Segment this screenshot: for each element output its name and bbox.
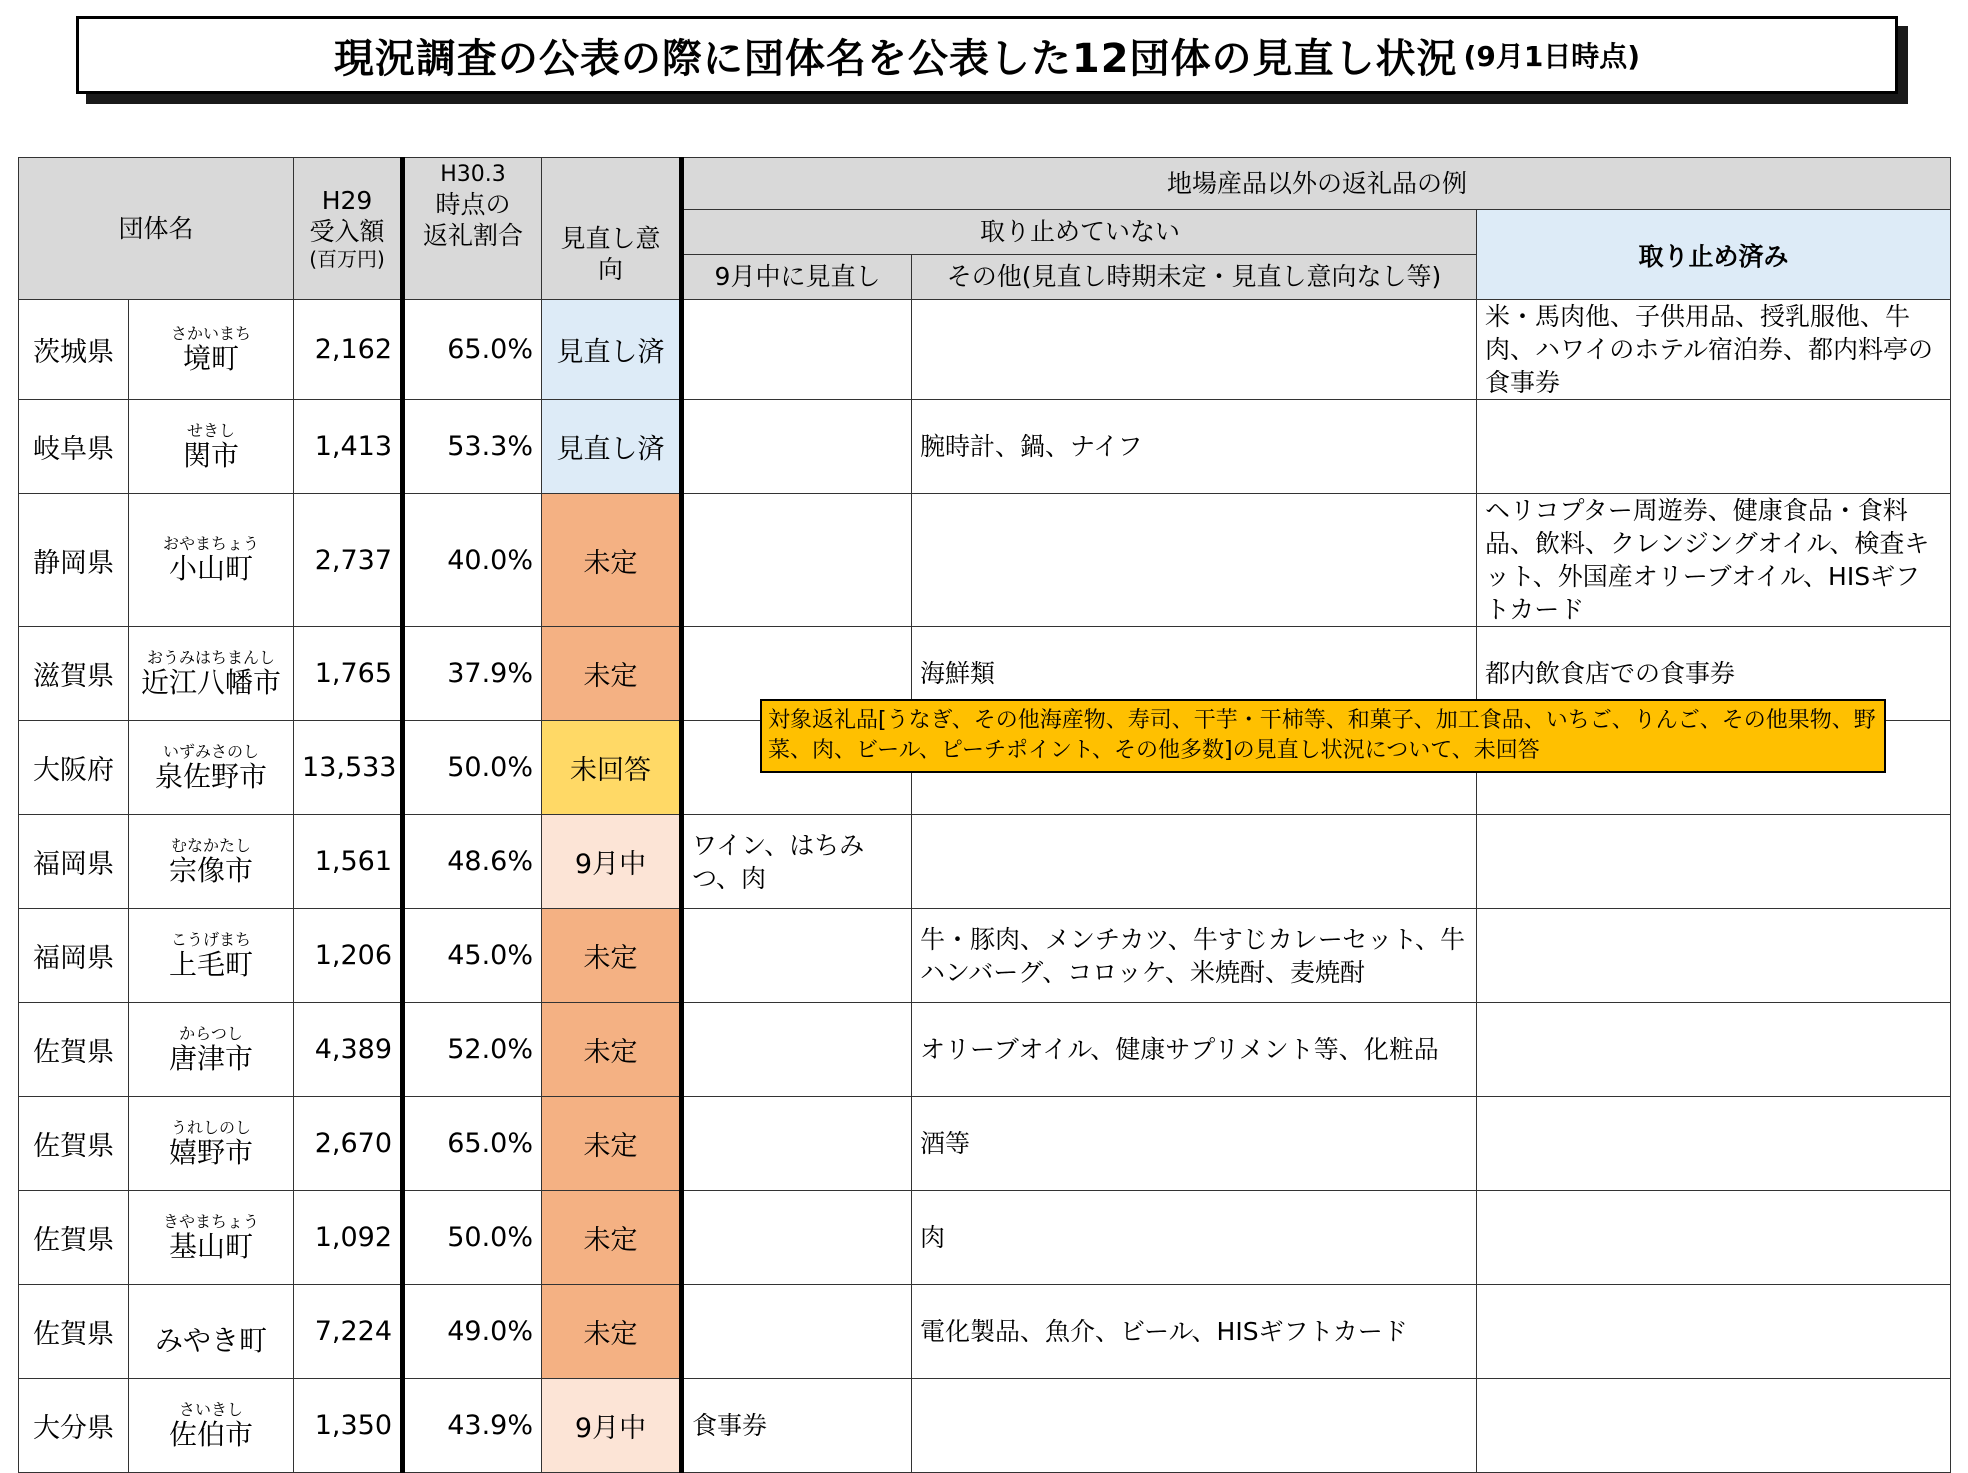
amount-cell: 2,162 — [294, 300, 403, 400]
table-body — [19, 300, 1951, 1473]
prefecture-cell: 茨城県 — [19, 300, 129, 400]
furigana: いずみさのし — [163, 741, 260, 761]
prefecture-cell: 静岡県 — [19, 494, 129, 627]
prefecture-cell: 岐阜県 — [19, 400, 129, 494]
municipality-cell — [129, 721, 294, 815]
municipality-name: 基山町 — [169, 1229, 254, 1263]
table-row — [19, 1379, 1951, 1473]
amount-cell: 2,670 — [294, 1097, 403, 1191]
sept-review-cell — [682, 1003, 912, 1097]
page-title: 現況調査の公表の際に団体名を公表した12団体の見直し状況 — [333, 35, 1458, 82]
prefecture-cell: 佐賀県 — [19, 1003, 129, 1097]
stopped-cell: ヘリコプター周遊券、健康食品・食料品、飲料、クレンジングオイル、検査キット、外国産オリーブオイル、HISギフトカード — [1477, 494, 1951, 627]
ratio-cell: 49.0% — [403, 1285, 542, 1379]
stopped-cell: 米・馬肉他、子供用品、授乳服他、牛肉、ハワイのホテル宿泊券、都内料亭の食事券 — [1477, 300, 1951, 400]
municipality-name: 小山町 — [169, 552, 254, 585]
other-cell: 海鮮類 — [912, 627, 1477, 721]
municipality-name: みやき町 — [155, 1323, 268, 1357]
municipality-name: 佐伯市 — [169, 1417, 254, 1451]
ratio-cell: 53.3% — [403, 400, 542, 494]
stopped-cell — [1477, 1003, 1951, 1097]
municipality-name: 上毛町 — [169, 947, 254, 981]
header-h30-line1: H30.3 — [440, 162, 506, 188]
table-row — [19, 1003, 1951, 1097]
stopped-cell — [1477, 400, 1951, 494]
sept-review-cell — [682, 300, 912, 400]
municipality-name: 唐津市 — [169, 1041, 254, 1075]
prefecture-cell: 滋賀県 — [19, 627, 129, 721]
status-cell: 未定 — [542, 627, 682, 721]
prefecture-cell: 佐賀県 — [19, 1285, 129, 1379]
furigana: むなかたし — [171, 835, 252, 855]
stopped-cell — [1477, 815, 1951, 909]
table-row — [19, 1191, 1951, 1285]
amount-cell: 1,413 — [294, 400, 403, 494]
osaka-note: 対象返礼品[うなぎ、その他海産物、寿司、干芋・干柿等、和菓子、加工食品、いちご、りんご、その他果物、野菜、肉、ビール、ピーチポイント、その他多数]の見直し状況について、未回答 — [760, 699, 1886, 773]
table-row — [19, 1285, 1951, 1379]
other-cell: 腕時計、鍋、ナイフ — [912, 400, 1477, 494]
prefecture-cell: 佐賀県 — [19, 1191, 129, 1285]
prefecture-cell: 福岡県 — [19, 815, 129, 909]
furigana: おうみはちまんし — [147, 647, 276, 667]
other-cell: 牛・豚肉、メンチカツ、牛すじカレーセット、牛ハンバーグ、コロッケ、米焼酎、麦焼酎 — [912, 909, 1477, 1003]
status-cell: 未定 — [542, 1003, 682, 1097]
municipality-cell — [129, 1379, 294, 1473]
table-row — [19, 1097, 1951, 1191]
amount-cell: 2,737 — [294, 494, 403, 627]
amount-cell: 4,389 — [294, 1003, 403, 1097]
header-other: その他(見直し時期未定・見直し意向なし等) — [912, 255, 1477, 300]
header-sept: 9月中に見直し — [682, 255, 912, 300]
header-examples: 地場産品以外の返礼品の例 — [682, 158, 1951, 210]
municipality-cell — [129, 1191, 294, 1285]
stopped-cell — [1477, 1379, 1951, 1473]
other-cell — [912, 494, 1477, 627]
municipality-cell — [129, 815, 294, 909]
sept-review-cell — [682, 494, 912, 627]
header-stopped: 取り止め済み — [1477, 210, 1951, 300]
status-cell: 未定 — [542, 494, 682, 627]
page-subtitle: (9月1日時点) — [1463, 40, 1641, 73]
stopped-cell — [1477, 1285, 1951, 1379]
status-cell: 未定 — [542, 1191, 682, 1285]
furigana: きやまちょう — [163, 1211, 260, 1231]
other-cell: 電化製品、魚介、ビール、HISギフトカード — [912, 1285, 1477, 1379]
amount-cell: 1,206 — [294, 909, 403, 1003]
ratio-cell: 45.0% — [403, 909, 542, 1003]
status-cell: 未回答 — [542, 721, 682, 815]
ratio-cell: 48.6% — [403, 815, 542, 909]
sept-review-cell — [682, 1097, 912, 1191]
review-status-table — [18, 157, 1951, 1473]
ratio-cell: 37.9% — [403, 627, 542, 721]
ratio-cell: 65.0% — [403, 1097, 542, 1191]
status-cell: 未定 — [542, 1285, 682, 1379]
municipality-cell — [129, 909, 294, 1003]
header-org: 団体名 — [19, 158, 294, 300]
municipality-name: 近江八幡市 — [141, 665, 282, 699]
other-cell: オリーブオイル、健康サプリメント等、化粧品 — [912, 1003, 1477, 1097]
header-h30-bottom — [403, 255, 542, 300]
other-cell — [912, 815, 1477, 909]
amount-cell: 1,350 — [294, 1379, 403, 1473]
municipality-name: 関市 — [183, 438, 240, 472]
ratio-cell: 40.0% — [403, 494, 542, 627]
furigana: さいきし — [179, 1399, 244, 1419]
sept-review-cell: ワイン、はちみつ、肉 — [682, 815, 912, 909]
table-row — [19, 300, 1951, 400]
header-h29 — [294, 158, 403, 300]
municipality-name: 宗像市 — [169, 853, 254, 887]
sept-review-cell — [682, 909, 912, 1003]
prefecture-cell: 佐賀県 — [19, 1097, 129, 1191]
header-h30-line2: 時点の — [435, 189, 511, 219]
municipality-cell — [129, 1003, 294, 1097]
amount-cell: 1,561 — [294, 815, 403, 909]
furigana: おやまちょう — [163, 534, 260, 553]
sept-review-cell — [682, 1191, 912, 1285]
status-cell: 未定 — [542, 1097, 682, 1191]
sept-review-cell: 食事券 — [682, 1379, 912, 1473]
municipality-cell — [129, 627, 294, 721]
furigana: からつし — [179, 1023, 243, 1043]
ratio-cell: 43.9% — [403, 1379, 542, 1473]
furigana: こうげまち — [171, 929, 252, 949]
sept-review-cell — [682, 400, 912, 494]
other-cell: 肉 — [912, 1191, 1477, 1285]
other-cell: 酒等 — [912, 1097, 1477, 1191]
amount-cell: 1,765 — [294, 627, 403, 721]
header-h29-line3: (百万円) — [309, 247, 385, 272]
ratio-cell: 50.0% — [403, 1191, 542, 1285]
furigana: せきし — [187, 420, 236, 440]
header-not-stopped: 取り止めていない — [682, 210, 1477, 255]
sept-review-cell — [682, 1285, 912, 1379]
other-cell — [912, 1379, 1477, 1473]
ratio-cell: 65.0% — [403, 300, 542, 400]
municipality-cell — [129, 1097, 294, 1191]
ratio-cell: 52.0% — [403, 1003, 542, 1097]
title-box — [76, 16, 1898, 94]
furigana: さかいまち — [171, 323, 252, 343]
stopped-cell: 都内飲食店での食事券 — [1477, 627, 1951, 721]
status-cell: 見直し済 — [542, 400, 682, 494]
amount-cell: 7,224 — [294, 1285, 403, 1379]
amount-cell: 13,533 — [294, 721, 403, 815]
table-row — [19, 494, 1951, 627]
municipality-name: 泉佐野市 — [155, 759, 268, 793]
municipality-name: 嬉野市 — [169, 1135, 254, 1169]
municipality-cell — [129, 1285, 294, 1379]
prefecture-cell: 福岡県 — [19, 909, 129, 1003]
municipality-cell — [129, 300, 294, 400]
municipality-name: 境町 — [183, 341, 240, 375]
status-cell: 9月中 — [542, 815, 682, 909]
table-row — [19, 815, 1951, 909]
header-h29-line1: H29 — [321, 185, 373, 215]
header-h29-line2: 受入額 — [309, 217, 385, 246]
header-h30-line3: 返礼割合 — [423, 221, 524, 250]
municipality-cell — [129, 494, 294, 627]
stopped-cell — [1477, 1097, 1951, 1191]
stopped-cell — [1477, 1191, 1951, 1285]
table-row — [19, 909, 1951, 1003]
status-cell: 未定 — [542, 909, 682, 1003]
other-cell — [912, 300, 1477, 400]
table-row — [19, 400, 1951, 494]
prefecture-cell: 大阪府 — [19, 721, 129, 815]
header-intent-top — [542, 158, 682, 210]
status-cell: 9月中 — [542, 1379, 682, 1473]
status-cell: 見直し済 — [542, 300, 682, 400]
header-intent: 見直し意向 — [542, 210, 682, 300]
header-h30 — [403, 158, 542, 255]
stopped-cell — [1477, 909, 1951, 1003]
furigana: うれしのし — [171, 1117, 252, 1137]
prefecture-cell: 大分県 — [19, 1379, 129, 1473]
municipality-cell — [129, 400, 294, 494]
ratio-cell: 50.0% — [403, 721, 542, 815]
amount-cell: 1,092 — [294, 1191, 403, 1285]
